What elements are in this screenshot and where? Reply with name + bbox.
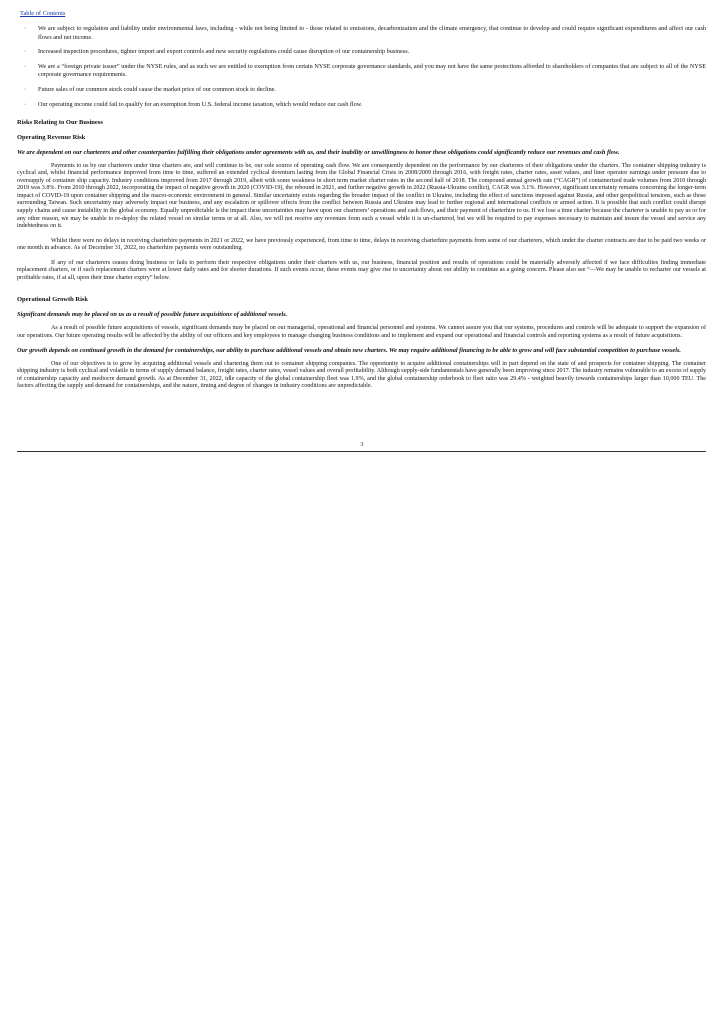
risk-summary-list	[17, 25, 706, 109]
paragraph: Payments to us by our charterers under time charters are, and will continue to be, our sole source of operating cash flow. We are consequently dependent on the performance by our charterers of their obligations under the charters. The container shipping industry is cyclical and, whilst financial performance improved from time to time, suffered an extended cyclical downturn lasting from the Global Financial Crisis in 2008/2009 through 2016, with freight rates, charter rates, asset values, and liner operator earnings under pressure due to oversupply of container ship capacity. Industry conditions improved from 2017 through 2019, albeit with some weakness in short term market charter rates in the second half of 2018. The compound annual growth rate (“CAGR”) of containerized trade volumes from 2010 through 2019 was 3.8%. From 2010 through 2022, incorporating the impact of negative growth in 2020 (COVID-19), the rebound in 2021, and further negative growth in 2022 (Russia-Ukraine conflict), CAGR was 3.1%. However, significant uncertainty remains concerning the longer-term impact of COVID-19 upon container shipping and the macro-economic environment in general. Similar uncertainty exists regarding the broader impact of the conflict in Ukraine, including the effect of sanctions imposed against Russia, and other geopolitical tensions, such as those surrounding Taiwan. Such uncertainty may adversely impact our business, and any escalation or spillover effects from the conflict between Russia and Ukraine may lead to further regional and international conflicts or armed action. It is possible that such conflict could disrupt supply chains and cause instability in the global economy. Equally unpredictable is the impact these uncertainties may have upon our charterers’ operations and cash flows, and their payment of charterhire to us. If we lose a time charter because the charterer is unable to pay us or for any other reason, we may be unable to re-deploy the related vessel on similar terms or at all. Also, we will not receive any revenues from such a vessel while it is un-chartered, but we will be required to pay expenses necessary to maintain and insure the vessel and service any indebtedness on it.	[17, 162, 706, 230]
list-item-text: We are subject to regulation and liability under environmental laws, including - while not being limited to - those related to emissions, decarbonization and the climate emergency, that continue to develop and could require significant expenditures and affect our cash flows and net income.	[38, 25, 706, 41]
section-heading-operational-growth: Operational Growth Risk	[17, 296, 89, 304]
paragraph: If any of our charterers ceases doing business or fails to perform their respective obligations under their charters with us, our business, financial position and results of operations could be materially adversely affected if we face difficulties finding immediate replacement charters, or if such replacement charters were at lower daily rates and for shorter durations. If such events occur, these events may give rise to uncertainty about our ability to continue as a going concern. Please also see “—We may be unable to recharter our vessels at profitable rates, if at all, upon their time charter expiry” below.	[17, 259, 706, 281]
list-item	[17, 101, 706, 110]
list-item-text: We are a “foreign private issuer” under the NYSE rules, and as such we are entitled to exemption from certain NYSE corporate governance standards, and you may not have the same protections afforded to shareholders of companies that are subject to all of the NYSE corporate governance requirements.	[38, 62, 706, 79]
bullet-icon: ·	[24, 25, 27, 32]
paragraph: As a result of possible future acquisitions of vessels, significant demands may be placed on our managerial, operational and financial personnel and systems. We cannot assure you that our systems, procedures and controls will be adequate to support the expansion of our operations. Our future operating results will be affected by the ability of our officers and key employees to manage changing business conditions and to implement and expand our operational and financial controls and reporting systems as a result of future acquisitions.	[17, 325, 706, 339]
risk-title-acquisition-demands: Significant demands may be placed on us as a result of possible future acquisitions of additional vessels.	[17, 311, 288, 319]
list-item	[17, 63, 706, 80]
list-item	[17, 48, 706, 57]
subsection-heading-operating-revenue: Operating Revenue Risk	[17, 134, 86, 142]
bullet-icon: ·	[24, 100, 27, 108]
section-heading-business-risks: Risks Relating to Our Business	[17, 119, 103, 127]
bullet-icon: ·	[24, 85, 27, 93]
list-item-text: Increased inspection procedures, tighter import and export controls and new security regulations could cause disruption of our containership business.	[38, 48, 410, 56]
paragraph: One of our objectives is to grow by acquiring additional vessels and chartering them out to container shipping companies. The opportunity to acquire additional containerships will in part depend on the state of and prospects for container shipping. The container shipping industry is both cyclical and volatile in terms of supply demand balance, freight rates, charter rates, vessel values and overall profitability. Although supply-side fundamentals have generally been improving since 2017. The industry remains vulnerable to an excess of supply of containership capacity and mediocre demand growth. As at December 31, 2022, idle capacity of the global containership fleet was 1.9%, and the global containership orderbook to fleet ratio was 29.4% - weighted heavily towards containerships larger than 10,000 TEU. The factors affecting the supply and demand for containerships, and the nature, timing and degree of changes in industry conditions are unpredictable.	[17, 360, 706, 390]
list-item	[17, 86, 706, 95]
list-item-text: Our operating income could fail to qualify for an exemption from U.S. federal income taxation, which would reduce our cash flow.	[38, 100, 363, 108]
risk-title-counterparties: We are dependent on our charterers and other counterparties fulfilling their obligations under agreements with us, and their inability or unwillingness to honor these obligations could significantly reduce our revenues and cash flow.	[17, 149, 620, 157]
document-page	[17, 10, 706, 398]
bullet-icon: ·	[24, 62, 27, 70]
footer-divider	[17, 451, 706, 452]
table-of-contents-link[interactable]: Table of Contents	[20, 10, 66, 17]
bullet-icon: ·	[24, 48, 27, 56]
paragraph: Whilst there were no delays in receiving charterhire payments in 2021 or 2022, we have previously experienced, from time to time, delays in receiving charterhire payments from some of our charterers, which under the charter contracts are due to be paid two weeks or one month in advance. As of December 31, 2022, no charterhire payments were outstanding.	[17, 237, 706, 252]
risk-title-growth-financing: Our growth depends on continued growth in the demand for containerships, our ability to purchase additional vessels and obtain new charters. We may require additional financing to be able to grow and will face substantial competition to purchase vessels.	[17, 347, 681, 355]
list-item	[17, 25, 706, 42]
list-item-text: Future sales of our common stock could cause the market price of our common stock to decline.	[38, 85, 276, 93]
page-number: 3	[360, 441, 364, 448]
